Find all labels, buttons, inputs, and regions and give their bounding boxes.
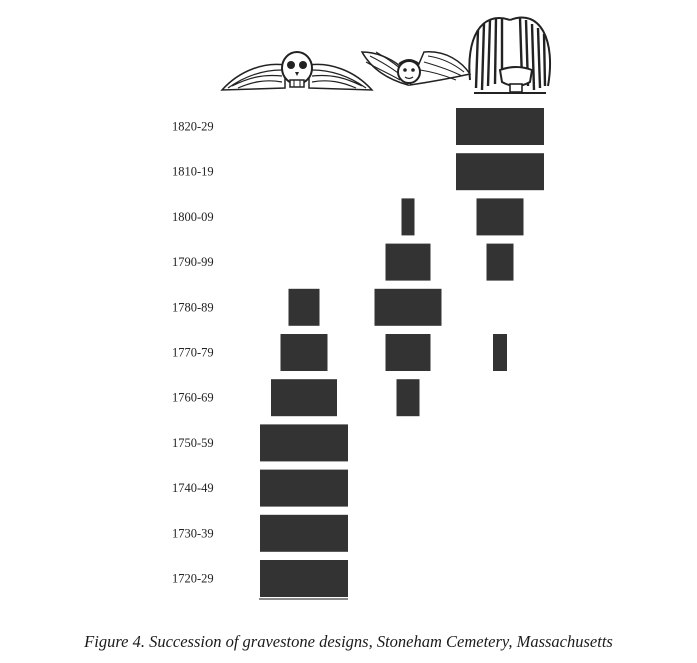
decade-label: 1780-89 — [172, 300, 214, 315]
bar-urn-and-willow-1770-79 — [493, 334, 507, 371]
bar-urn-and-willow-1810-19 — [456, 153, 544, 190]
cherub-icon — [362, 52, 470, 85]
decade-label: 1760-69 — [172, 390, 214, 405]
deaths-head-icon — [222, 52, 372, 90]
decade-label: 1820-29 — [172, 119, 214, 134]
bar-cherub-1800-09 — [402, 198, 415, 235]
bar-cherub-1780-89 — [375, 289, 442, 326]
bar-urn-and-willow-1820-29 — [456, 108, 544, 145]
bar-deaths-head-1770-79 — [281, 334, 328, 371]
bar-deaths-head-1740-49 — [260, 470, 348, 507]
decade-label: 1740-49 — [172, 481, 214, 496]
decade-label: 1720-29 — [172, 571, 214, 586]
bar-cherub-1790-99 — [386, 244, 431, 281]
decade-label: 1770-79 — [172, 345, 214, 360]
bar-deaths-head-1720-29 — [260, 560, 348, 597]
decade-label: 1790-99 — [172, 255, 214, 270]
bar-deaths-head-1780-89 — [289, 289, 320, 326]
bar-cherub-1770-79 — [386, 334, 431, 371]
bar-deaths-head-1750-59 — [260, 424, 348, 461]
decade-label: 1810-19 — [172, 164, 214, 179]
bar-urn-and-willow-1790-99 — [487, 244, 514, 281]
decade-label: 1750-59 — [172, 435, 214, 450]
urn-and-willow-icon — [469, 17, 550, 93]
bar-urn-and-willow-1800-09 — [477, 198, 524, 235]
bar-deaths-head-1760-69 — [271, 379, 337, 416]
bar-deaths-head-1730-39 — [260, 515, 348, 552]
decade-label: 1800-09 — [172, 209, 214, 224]
decade-label: 1730-39 — [172, 526, 214, 541]
bar-cherub-1760-69 — [397, 379, 420, 416]
figure-caption: Figure 4. Succession of gravestone designs, Stoneham Cemetery, Massachusetts — [84, 632, 613, 651]
